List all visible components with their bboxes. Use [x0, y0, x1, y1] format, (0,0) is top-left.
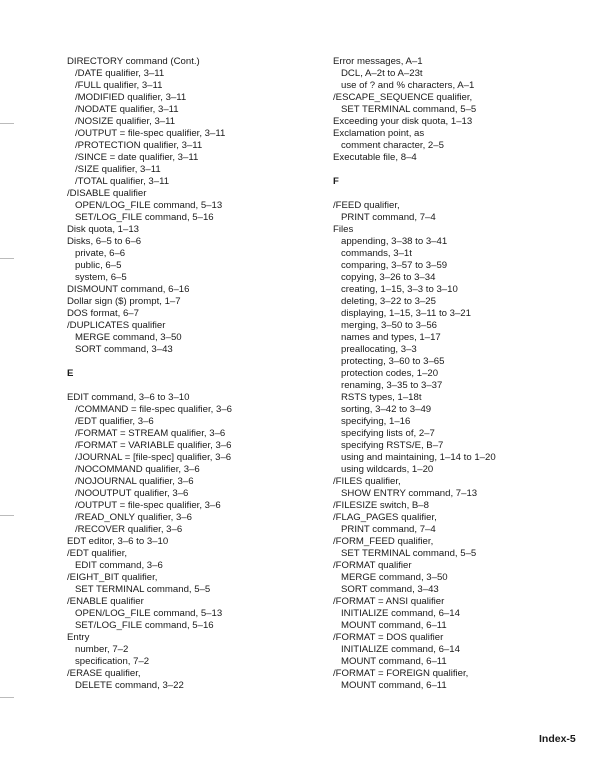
- index-subentry: /TOTAL qualifier, 3–11: [75, 176, 170, 187]
- index-entry: Entry: [67, 632, 90, 643]
- index-entry: /FORMAT = ANSI qualifier: [333, 596, 445, 607]
- index-subentry: SET TERMINAL command, 5–5: [341, 548, 477, 559]
- index-subentry: MOUNT command, 6–11: [341, 680, 447, 691]
- index-subentry: renaming, 3–35 to 3–37: [341, 380, 443, 391]
- index-subentry: SET TERMINAL command, 5–5: [341, 104, 477, 115]
- index-subentry: specifying, 1–16: [341, 416, 411, 427]
- index-subentry: SHOW ENTRY command, 7–13: [341, 488, 478, 499]
- index-subentry: merging, 3–50 to 3–56: [341, 320, 438, 331]
- index-subentry: MERGE command, 3–50: [75, 332, 182, 343]
- index-entry: /FORM_FEED qualifier,: [333, 536, 434, 547]
- index-subentry: comparing, 3–57 to 3–59: [341, 260, 448, 271]
- index-subentry: displaying, 1–15, 3–11 to 3–21: [341, 308, 471, 319]
- index-subentry: SORT command, 3–43: [341, 584, 439, 595]
- index-subentry: /FORMAT = STREAM qualifier, 3–6: [75, 428, 226, 439]
- index-entry: Dollar sign ($) prompt, 1–7: [67, 296, 181, 307]
- index-subentry: MOUNT command, 6–11: [341, 620, 447, 631]
- index-subentry: OPEN/LOG_FILE command, 5–13: [75, 608, 223, 619]
- index-subentry: using and maintaining, 1–14 to 1–20: [341, 452, 496, 463]
- index-subentry: RSTS types, 1–18t: [341, 392, 422, 403]
- index-subentry: using wildcards, 1–20: [341, 464, 434, 475]
- index-entry: /FILESIZE switch, B–8: [333, 500, 429, 511]
- index-subentry: INITIALIZE command, 6–14: [341, 608, 460, 619]
- index-subentry: appending, 3–38 to 3–41: [341, 236, 448, 247]
- index-subentry: /FORMAT = VARIABLE qualifier, 3–6: [75, 440, 232, 451]
- index-subentry: specification, 7–2: [75, 656, 150, 667]
- index-subentry: /NODATE qualifier, 3–11: [75, 104, 179, 115]
- index-subentry: INITIALIZE command, 6–14: [341, 644, 460, 655]
- index-entry: /FEED qualifier,: [333, 200, 400, 211]
- index-subentry: commands, 3–1t: [341, 248, 412, 259]
- index-entry: DISMOUNT command, 6–16: [67, 284, 190, 295]
- index-entry: Exclamation point, as: [333, 128, 425, 139]
- index-entry: EDIT command, 3–6 to 3–10: [67, 392, 190, 403]
- index-subentry: number, 7–2: [75, 644, 129, 655]
- index-subentry: /RECOVER qualifier, 3–6: [75, 524, 183, 535]
- index-entry: Files: [333, 224, 354, 235]
- index-subentry: PRINT command, 7–4: [341, 212, 436, 223]
- index-entry: /ESCAPE_SEQUENCE qualifier,: [333, 92, 473, 103]
- section-letter-heading: E: [67, 368, 74, 379]
- margin-mark: [0, 697, 14, 698]
- index-subentry: creating, 1–15, 3–3 to 3–10: [341, 284, 458, 295]
- index-entry: /FORMAT = FOREIGN qualifier,: [333, 668, 469, 679]
- index-subentry: /READ_ONLY qualifier, 3–6: [75, 512, 192, 523]
- index-subentry: OPEN/LOG_FILE command, 5–13: [75, 200, 223, 211]
- index-subentry: SET/LOG_FILE command, 5–16: [75, 620, 214, 631]
- index-entry: /FORMAT = DOS qualifier: [333, 632, 444, 643]
- index-subentry: PRINT command, 7–4: [341, 524, 436, 535]
- index-entry: /FORMAT qualifier: [333, 560, 412, 571]
- index-entry: /FILES qualifier,: [333, 476, 401, 487]
- index-subentry: /NOCOMMAND qualifier, 3–6: [75, 464, 200, 475]
- index-entry: Error messages, A–1: [333, 56, 423, 67]
- index-subentry: DCL, A–2t to A–23t: [341, 68, 423, 79]
- index-subentry: SET TERMINAL command, 5–5: [75, 584, 211, 595]
- index-subentry: /COMMAND = file-spec qualifier, 3–6: [75, 404, 233, 415]
- index-subentry: /NOJOURNAL qualifier, 3–6: [75, 476, 194, 487]
- index-entry: Exceeding your disk quota, 1–13: [333, 116, 473, 127]
- index-subentry: use of ? and % characters, A–1: [341, 80, 475, 91]
- index-subentry: preallocating, 3–3: [341, 344, 417, 355]
- index-subentry: sorting, 3–42 to 3–49: [341, 404, 432, 415]
- index-subentry: SORT command, 3–43: [75, 344, 173, 355]
- index-subentry: /OUTPUT = file-spec qualifier, 3–6: [75, 500, 221, 511]
- index-subentry: private, 6–6: [75, 248, 126, 259]
- index-entry: /EIGHT_BIT qualifier,: [67, 572, 158, 583]
- page-number: Index-5: [539, 733, 576, 745]
- index-entry: /ENABLE qualifier: [67, 596, 144, 607]
- index-subentry: /NOOUTPUT qualifier, 3–6: [75, 488, 189, 499]
- index-subentry: MOUNT command, 6–11: [341, 656, 447, 667]
- index-entry: DIRECTORY command (Cont.): [67, 56, 200, 67]
- index-subentry: DELETE command, 3–22: [75, 680, 184, 691]
- index-entry: /DISABLE qualifier: [67, 188, 147, 199]
- index-entry: Disks, 6–5 to 6–6: [67, 236, 142, 247]
- index-subentry: copying, 3–26 to 3–34: [341, 272, 436, 283]
- index-entry: /EDT qualifier,: [67, 548, 128, 559]
- index-subentry: public, 6–5: [75, 260, 122, 271]
- index-column-right: [333, 56, 583, 692]
- index-entry: /ERASE qualifier,: [67, 668, 141, 679]
- index-subentry: /SINCE = date qualifier, 3–11: [75, 152, 199, 163]
- index-entry: Executable file, 8–4: [333, 152, 417, 163]
- index-entry: DOS format, 6–7: [67, 308, 139, 319]
- margin-mark: [0, 258, 14, 259]
- index-subentry: EDIT command, 3–6: [75, 560, 163, 571]
- index-subentry: SET/LOG_FILE command, 5–16: [75, 212, 214, 223]
- index-subentry: MERGE command, 3–50: [341, 572, 448, 583]
- index-subentry: /OUTPUT = file-spec qualifier, 3–11: [75, 128, 226, 139]
- index-subentry: /SIZE qualifier, 3–11: [75, 164, 161, 175]
- index-subentry: /PROTECTION qualifier, 3–11: [75, 140, 203, 151]
- section-letter-heading: F: [333, 176, 339, 187]
- index-subentry: specifying lists of, 2–7: [341, 428, 435, 439]
- index-column-left: [67, 56, 317, 692]
- index-subentry: deleting, 3–22 to 3–25: [341, 296, 436, 307]
- index-subentry: /MODIFIED qualifier, 3–11: [75, 92, 187, 103]
- index-subentry: /JOURNAL = [file-spec] qualifier, 3–6: [75, 452, 232, 463]
- index-subentry: protection codes, 1–20: [341, 368, 439, 379]
- index-subentry: comment character, 2–5: [341, 140, 444, 151]
- margin-mark: [0, 123, 14, 124]
- index-subentry: names and types, 1–17: [341, 332, 441, 343]
- index-subentry: system, 6–5: [75, 272, 127, 283]
- index-subentry: /NOSIZE qualifier, 3–11: [75, 116, 176, 127]
- index-entry: EDT editor, 3–6 to 3–10: [67, 536, 169, 547]
- index-entry: /DUPLICATES qualifier: [67, 320, 166, 331]
- index-subentry: specifying RSTS/E, B–7: [341, 440, 444, 451]
- index-entry: /FLAG_PAGES qualifier,: [333, 512, 437, 523]
- margin-mark: [0, 515, 14, 516]
- index-subentry: protecting, 3–60 to 3–65: [341, 356, 445, 367]
- index-subentry: /DATE qualifier, 3–11: [75, 68, 165, 79]
- index-entry: Disk quota, 1–13: [67, 224, 139, 235]
- index-subentry: /EDT qualifier, 3–6: [75, 416, 154, 427]
- index-subentry: /FULL qualifier, 3–11: [75, 80, 163, 91]
